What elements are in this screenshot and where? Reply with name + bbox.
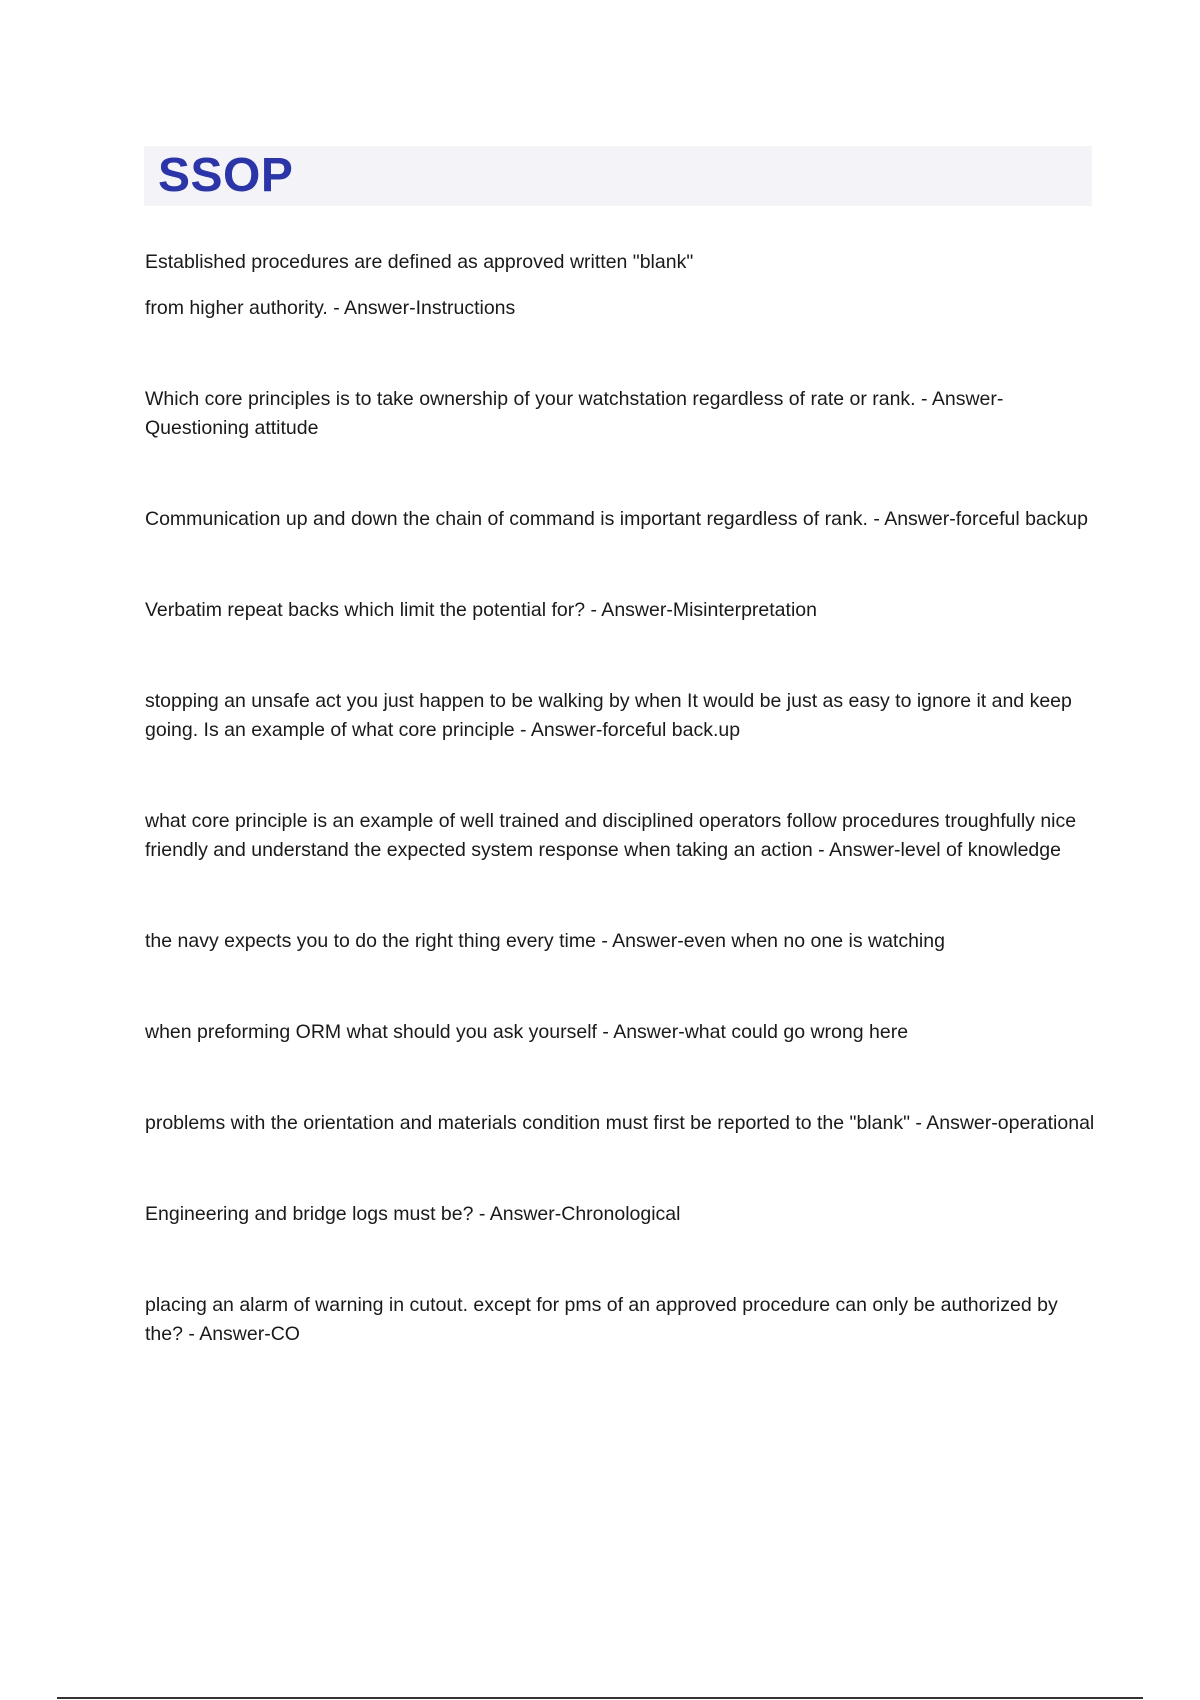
qa-text: Communication up and down the chain of command is important regardless of rank. - Answer-forceful backup	[145, 508, 1088, 530]
qa-item	[145, 1018, 1095, 1047]
qa-text: when preforming ORM what should you ask yourself - Answer-what could go wrong here	[145, 1021, 909, 1043]
document-title: SSOP	[158, 149, 294, 202]
qa-list	[145, 248, 1095, 1411]
qa-text-line: from higher authority. - Answer-Instructions	[145, 297, 516, 319]
qa-text: Engineering and bridge logs must be? - Answer-Chronological	[145, 1203, 681, 1225]
qa-text: stopping an unsafe act you just happen to be walking by when It would be just as easy to ignore it and keep going. Is an example of what core principle - Answer-forceful back.up	[145, 690, 1072, 741]
qa-item	[145, 807, 1095, 865]
qa-text: problems with the orientation and materials condition must first be reported to the "blank" - Answer-operational	[145, 1112, 1095, 1134]
qa-item	[145, 1291, 1095, 1349]
qa-text: placing an alarm of warning in cutout. except for pms of an approved procedure can only be authorized by the? - Answer-CO	[145, 1294, 1058, 1345]
qa-item	[145, 596, 1095, 625]
qa-item	[145, 927, 1095, 956]
qa-item	[145, 1109, 1095, 1138]
qa-item	[145, 248, 1095, 323]
qa-item	[145, 505, 1095, 534]
qa-item	[145, 687, 1095, 745]
qa-text: the navy expects you to do the right thing every time - Answer-even when no one is watching	[145, 930, 945, 952]
qa-item	[145, 1200, 1095, 1229]
qa-text: Verbatim repeat backs which limit the potential for? - Answer-Misinterpretation	[145, 599, 817, 621]
qa-text: Which core principles is to take ownership of your watchstation regardless of rate or rank. - Answer-Questioning attitude	[145, 388, 1004, 439]
title-banner	[144, 146, 1092, 206]
footer-divider	[57, 1697, 1143, 1699]
qa-item	[145, 385, 1095, 443]
qa-text: what core principle is an example of well trained and disciplined operators follow procedures troughfully nice friendly and understand the expected system response when taking an action - Answer-level of knowledge	[145, 810, 1077, 861]
qa-text-line: Established procedures are defined as approved written "blank"	[145, 251, 694, 273]
